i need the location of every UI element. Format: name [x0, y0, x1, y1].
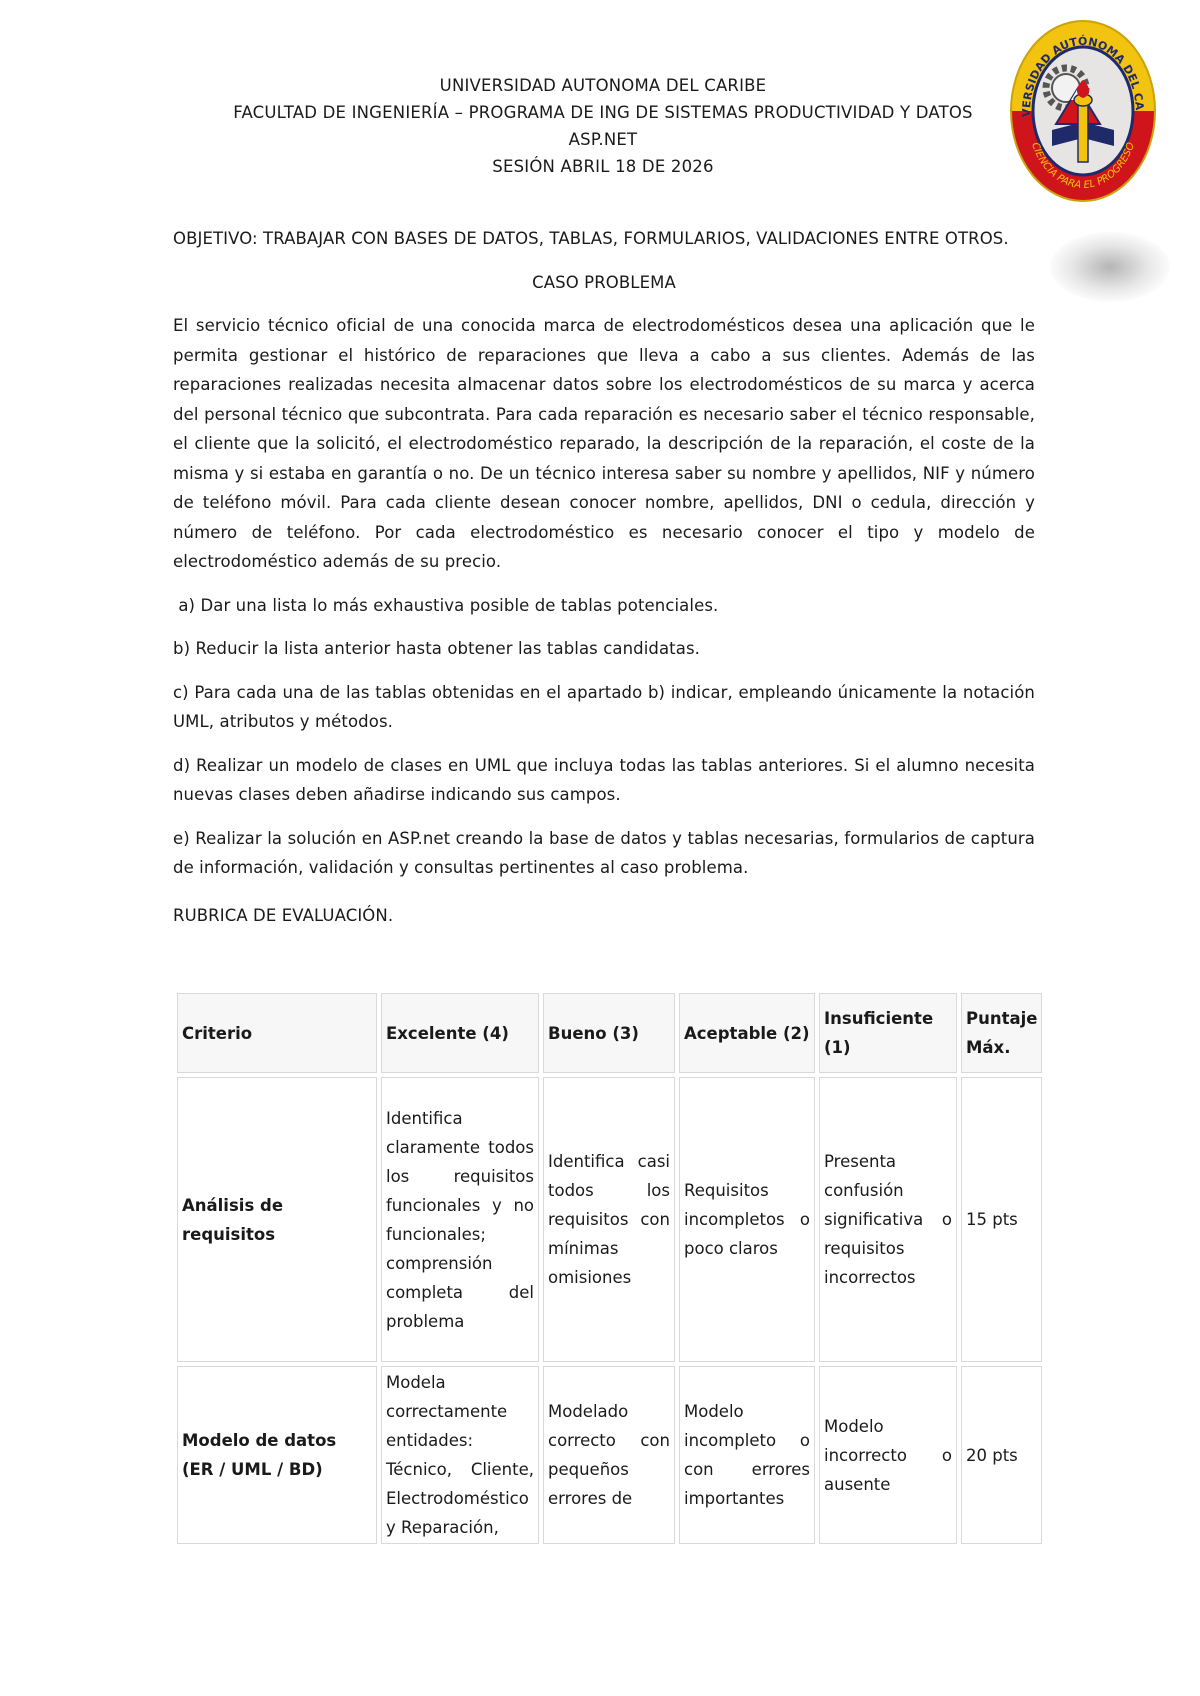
- table-row: [177, 1077, 1042, 1362]
- cell-puntaje: 15 pts: [961, 1077, 1042, 1362]
- seal-icon: [1008, 18, 1158, 204]
- case-description: El servicio técnico oficial de una conocida marca de electrodomésticos desea una aplicación que le permita gestionar el histórico de reparaciones que lleva a cabo a sus clientes. Además de las reparaciones realizadas necesita almacenar datos sobre los electrodomésticos de su marca y acerca del personal técnico que subcontrata. Para cada reparación es necesario saber el técnico responsable, el cliente que la solicitó, el electrodoméstico reparado, la descripción de la reparación, el coste de la misma y si estaba en garantía o no. De un técnico interesa saber su nombre y apellidos, NIF y número de teléfono móvil. Para cada cliente desean conocer nombre, apellidos, DNI o cedula, dirección y número de teléfono. Por cada electrodoméstico es necesario conocer el tipo y modelo de electrodoméstico además de su precio.: [173, 316, 1035, 571]
- list-item: d) Realizar un modelo de clases en UML que incluya todas las tablas anteriores. Si el alumno necesita nuevas clases deben añadirse indicando sus campos.: [173, 755, 1035, 804]
- rubric-title: RUBRICA DE EVALUACIÓN.: [173, 905, 394, 925]
- header-puntaje: Puntaje Máx.: [961, 993, 1042, 1073]
- list-item: e) Realizar la solución en ASP.net creando la base de datos y tablas necesarias, formularios de captura de información, validación y consultas pertinentes al caso problema.: [173, 828, 1035, 877]
- university-seal-logo: [1008, 18, 1158, 204]
- cell-criterio: Análisis de requisitos: [177, 1077, 377, 1362]
- cell-aceptable: Requisitos incompletos o poco claros: [679, 1077, 815, 1362]
- document-header: [150, 72, 1056, 180]
- header-bueno: Bueno (3): [543, 993, 675, 1073]
- header-criterio: Criterio: [177, 993, 377, 1073]
- rubric-table: [173, 989, 1046, 1548]
- list-item: c) Para cada una de las tablas obtenidas en el apartado b) indicar, empleando únicamente la notación UML, atributos y métodos.: [173, 682, 1035, 731]
- cell-excelente: Identifica claramente todos los requisitos funcionales y no funcionales; comprensión completa del problema: [381, 1077, 539, 1362]
- faculty-program: FACULTAD DE INGENIERÍA – PROGRAMA DE ING DE SISTEMAS PRODUCTIVIDAD Y DATOS: [233, 103, 973, 122]
- list-item: a) Dar una lista lo más exhaustiva posible de tablas potenciales.: [173, 595, 719, 615]
- cell-excelente: Modela correctamente entidades: Técnico, Cliente, Electrodoméstico y Reparación,: [381, 1366, 539, 1544]
- table-row: [177, 1366, 1042, 1544]
- course-name: ASP.NET: [568, 130, 638, 149]
- cell-puntaje: 20 pts: [961, 1366, 1042, 1544]
- objective-text: OBJETIVO: TRABAJAR CON BASES DE DATOS, TABLAS, FORMULARIOS, VALIDACIONES ENTRE OTROS.: [173, 229, 1009, 248]
- cell-bueno: Modelado correcto con pequeños errores de: [543, 1366, 675, 1544]
- header-excelente: Excelente (4): [381, 993, 539, 1073]
- document-body: [173, 224, 1035, 948]
- svg-text:CIENCIA PARA EL PROGRESO: CIENCIA PARA EL PROGRESO: [1028, 141, 1138, 192]
- svg-text:UNIVERSIDAD AUTÓNOMA DEL CARIB: VERSIDAD AUTÓNOMA DEL CA: [1019, 34, 1147, 117]
- decorative-shadow: [1050, 232, 1170, 302]
- case-title: CASO PROBLEMA: [532, 272, 676, 292]
- cell-insuficiente: Presenta confusión significativa o requisitos incorrectos: [819, 1077, 957, 1362]
- cell-aceptable: Modelo incompleto o con errores importantes: [679, 1366, 815, 1544]
- header-aceptable: Aceptable (2): [679, 993, 815, 1073]
- header-insuficiente: Insuficiente (1): [819, 993, 957, 1073]
- table-header-row: [177, 993, 1042, 1073]
- session-date: SESIÓN ABRIL 18 DE 2026: [492, 157, 714, 176]
- cell-criterio: Modelo de datos (ER / UML / BD): [177, 1366, 377, 1544]
- list-item: b) Reducir la lista anterior hasta obtener las tablas candidatas.: [173, 639, 701, 658]
- university-name: UNIVERSIDAD AUTONOMA DEL CARIBE: [439, 76, 767, 95]
- cell-bueno: Identifica casi todos los requisitos con mínimas omisiones: [543, 1077, 675, 1362]
- cell-insuficiente: Modelo incorrecto o ausente: [819, 1366, 957, 1544]
